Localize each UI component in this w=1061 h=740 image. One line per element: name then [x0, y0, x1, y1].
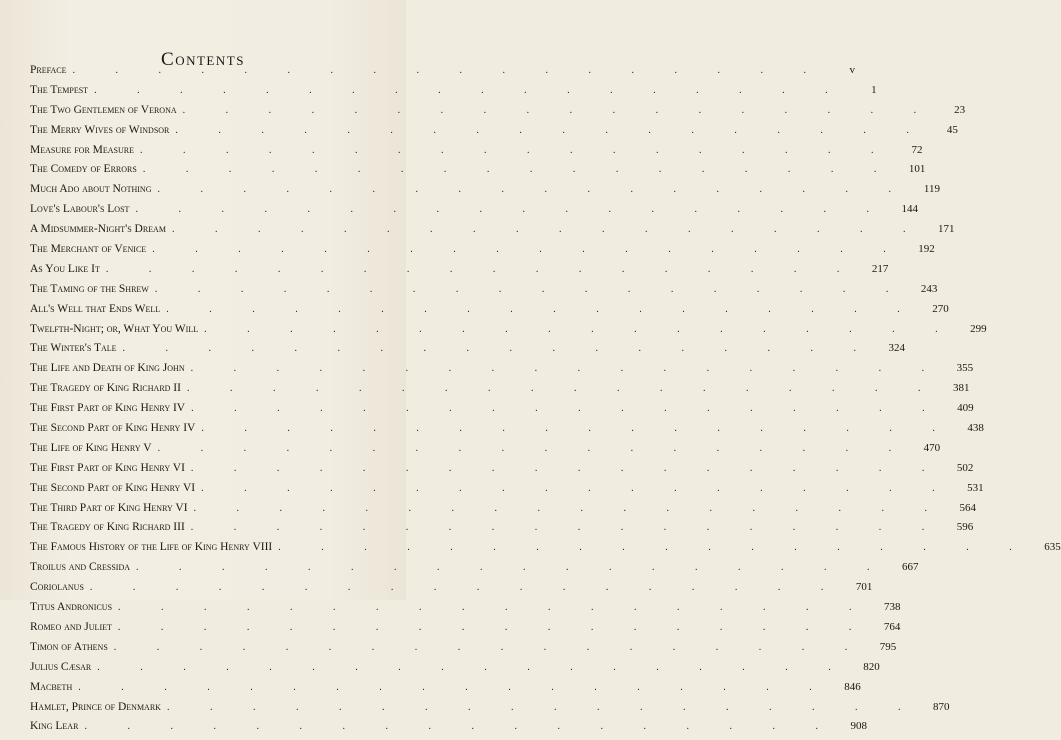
toc-entry-title: Timon of Athens: [30, 640, 108, 653]
leader-dots: . . . . . . . . . . . . . . . . . .: [175, 124, 928, 136]
leader-dots: . . . . . . . . . . . . . . . . . .: [186, 383, 940, 395]
toc-entry-page: 438: [967, 422, 984, 435]
toc-entry-page: 502: [956, 461, 974, 474]
toc-entry-title: As You Like It: [30, 262, 100, 275]
toc-entry-page: 217: [871, 262, 889, 275]
leader-dots: . . . . . . . . . . . . . . . . . .: [278, 542, 1031, 554]
toc-entry-title: Twelfth-Night; or, What You Will: [30, 322, 199, 335]
toc-entry-page: v: [849, 64, 855, 76]
toc-entry: [30, 203, 918, 223]
leader-dots: . . . . . . . . . . . . . . . . . .: [152, 244, 905, 256]
leader-dots: . . . . . . . . . . . . . . . . . .: [201, 482, 954, 494]
leader-dots: . . . . . . . . . . . . . . . . . .: [201, 423, 954, 435]
toc-entry: [30, 83, 877, 104]
leader-dots: . . . . . . . . . . . . . . . . . .: [84, 721, 837, 733]
toc-entry-page: 908: [850, 720, 867, 733]
toc-entry: [30, 402, 974, 422]
toc-entry-page: 144: [901, 203, 918, 216]
toc-entry-title: The First Part of King Henry IV: [30, 402, 186, 415]
toc-entry-title: A Midsummer-Night's Dream: [30, 223, 166, 236]
leader-dots: . . . . . . . . . . . . . . . . . .: [94, 84, 847, 96]
toc-entry-title: Preface: [30, 64, 67, 76]
toc-entry-title: All's Well that Ends Well: [30, 302, 161, 315]
toc-entry: [30, 700, 950, 721]
toc-entry-title: The Third Part of King Henry VI: [30, 501, 188, 514]
toc-entry: [30, 362, 974, 382]
toc-entry: [30, 342, 906, 362]
toc-entry: [30, 581, 873, 601]
toc-entry: [30, 302, 949, 323]
toc-entry: [30, 441, 941, 462]
leader-dots: . . . . . . . . . . . . . . . . . .: [154, 283, 908, 295]
toc-entry-page: 45: [946, 123, 958, 136]
toc-entry-title: Romeo and Juliet: [30, 620, 112, 633]
toc-entry-page: 119: [923, 183, 940, 196]
toc-entry: [30, 123, 958, 144]
toc-entry-page: 738: [884, 601, 901, 614]
toc-entry-title: The Tragedy of King Richard II: [30, 382, 181, 395]
toc-entry-title: The Two Gentlemen of Verona: [30, 103, 177, 116]
toc-entry-page: 1: [871, 83, 877, 96]
toc-entry: [30, 262, 889, 283]
toc-entry-page: 820: [863, 660, 880, 673]
toc-entry-page: 192: [918, 243, 935, 256]
toc-entry-title: The Life and Death of King John: [30, 362, 185, 375]
toc-entry-title: The Taming of the Shrew: [30, 282, 149, 295]
toc-entry-title: The Comedy of Errors: [30, 163, 137, 176]
leader-dots: . . . . . . . . . . . . . . . . . .: [135, 204, 888, 216]
toc-entry-title: Titus Andronicus: [30, 601, 113, 614]
toc-entry: [30, 143, 923, 164]
leader-dots: . . . . . . . . . . . . . . . . . .: [113, 641, 867, 653]
leader-dots: . . . . . . . . . . . . . . . . . .: [171, 224, 925, 236]
toc-entry-page: 667: [902, 561, 919, 574]
toc-entry: [30, 720, 867, 740]
toc-entry-page: 243: [920, 282, 938, 295]
toc-entry-page: 270: [932, 302, 949, 315]
toc-entry: [30, 541, 1061, 561]
toc-entry-title: Love's Labour's Lost: [30, 203, 130, 216]
leader-dots: . . . . . . . . . . . . . . . . . .: [140, 144, 893, 156]
leader-dots: . . . . . . . . . . . . . . . . . .: [190, 462, 944, 474]
toc-entry: [30, 322, 987, 343]
toc-entry-title: The Second Part of King Henry VI: [30, 481, 196, 494]
leader-dots: . . . . . . . . . . . . . . . . . .: [97, 661, 850, 673]
toc-entry: [30, 521, 974, 541]
toc-entry-page: 101: [908, 163, 926, 176]
toc-entry: [30, 282, 938, 303]
leader-dots: . . . . . . . . . . . . . . . . . .: [118, 602, 871, 614]
toc-entry-page: 564: [959, 501, 977, 514]
toc-entry-page: 701: [855, 581, 873, 594]
toc-entry-page: 72: [911, 143, 923, 156]
toc-entry-title: The Life of King Henry V: [30, 441, 152, 454]
toc-entry-page: 409: [957, 402, 974, 415]
toc-entry-page: 635: [1044, 541, 1061, 554]
toc-entry: [30, 103, 966, 124]
toc-entry: [30, 660, 880, 681]
toc-entry-title: The Merry Wives of Windsor: [30, 123, 170, 136]
toc-entry: [30, 223, 955, 243]
toc-entry-page: 171: [937, 223, 955, 236]
toc-entry-page: 596: [956, 521, 974, 534]
toc-entry-title: Coriolanus: [30, 581, 84, 594]
leader-dots: . . . . . . . . . . . . . . . . . .: [193, 502, 947, 514]
toc-entry-page: 324: [888, 342, 906, 355]
toc-entry: [30, 461, 974, 482]
toc-entry-title: Troilus and Cressida: [30, 561, 131, 574]
toc-entry-title: Julius Cæsar: [30, 660, 92, 673]
toc-entry: [30, 422, 984, 442]
leader-dots: . . . . . . . . . . . . . . . . . .: [72, 65, 825, 76]
toc-entry: [30, 501, 977, 522]
toc-entry: [30, 183, 940, 203]
leader-dots: . . . . . . . . . . . . . . . . . .: [190, 363, 944, 375]
toc-entry-page: 870: [932, 700, 950, 713]
toc-entry-title: The Tragedy of King Richard III: [30, 521, 185, 534]
toc-entry: [30, 163, 926, 183]
leader-dots: . . . . . . . . . . . . . . . . . .: [157, 184, 910, 196]
leader-dots: . . . . . . . . . . . . . . . . . .: [142, 164, 896, 176]
toc-entry-title: The First Part of King Henry VI: [30, 461, 185, 474]
toc-entry: [30, 243, 935, 263]
toc-entry-page: 531: [967, 481, 984, 494]
leader-dots: . . . . . . . . . . . . . . . . . .: [166, 303, 919, 315]
toc-entry-title: The Second Part of King Henry IV: [30, 422, 196, 435]
leader-dots: . . . . . . . . . . . . . . . . . .: [191, 403, 944, 415]
toc-entry-title: King Lear: [30, 720, 79, 733]
toc-entry-title: Hamlet, Prince of Denmark: [30, 700, 161, 713]
toc-entry: [30, 640, 897, 661]
leader-dots: . . . . . . . . . . . . . . . . . .: [157, 442, 911, 454]
toc-entry-title: The Tempest: [30, 83, 89, 96]
page-title: Contents: [161, 48, 245, 70]
toc-entry: [30, 620, 901, 641]
leader-dots: . . . . . . . . . . . . . . . . . .: [204, 323, 957, 335]
leader-dots: . . . . . . . . . . . . . . . . . .: [190, 522, 944, 534]
leader-dots: . . . . . . . . . . . . . . . . . .: [136, 562, 889, 574]
toc-entry-page: 381: [952, 382, 970, 395]
toc-entry-title: The Famous History of the Life of King Henry VIII: [30, 541, 273, 554]
toc-entry-title: Macbeth: [30, 680, 73, 693]
toc-entry-page: 470: [923, 441, 941, 454]
toc-entry-page: 795: [879, 640, 897, 653]
toc-entry: [30, 561, 919, 581]
toc-entry-page: 299: [970, 322, 987, 335]
toc-entry-page: 846: [844, 680, 861, 693]
toc-entry: [30, 64, 855, 84]
toc-entry-page: 764: [883, 620, 901, 633]
toc-entry: [30, 481, 984, 502]
leader-dots: . . . . . . . . . . . . . . . . . .: [122, 343, 876, 355]
toc-entry: [30, 601, 901, 621]
toc-entry-page: 355: [956, 362, 974, 375]
leader-dots: . . . . . . . . . . . . . . . . . .: [117, 621, 871, 633]
toc-entry-title: The Merchant of Venice: [30, 243, 147, 256]
leader-dots: . . . . . . . . . . . . . . . . . .: [105, 263, 859, 275]
toc-entry-title: Much Ado about Nothing: [30, 183, 152, 196]
toc-entry-title: The Winter's Tale: [30, 342, 117, 355]
toc-entry-page: 23: [954, 103, 966, 116]
leader-dots: . . . . . . . . . . . . . . . . . .: [78, 681, 831, 693]
leader-dots: . . . . . . . . . . . . . . . . . .: [182, 104, 936, 116]
table-of-contents: [30, 64, 1061, 740]
toc-entry: [30, 680, 861, 701]
toc-entry-title: Measure for Measure: [30, 143, 134, 156]
toc-entry: [30, 382, 970, 402]
leader-dots: . . . . . . . . . . . . . . . . . .: [166, 701, 920, 713]
leader-dots: . . . . . . . . . . . . . . . . . .: [89, 582, 843, 594]
